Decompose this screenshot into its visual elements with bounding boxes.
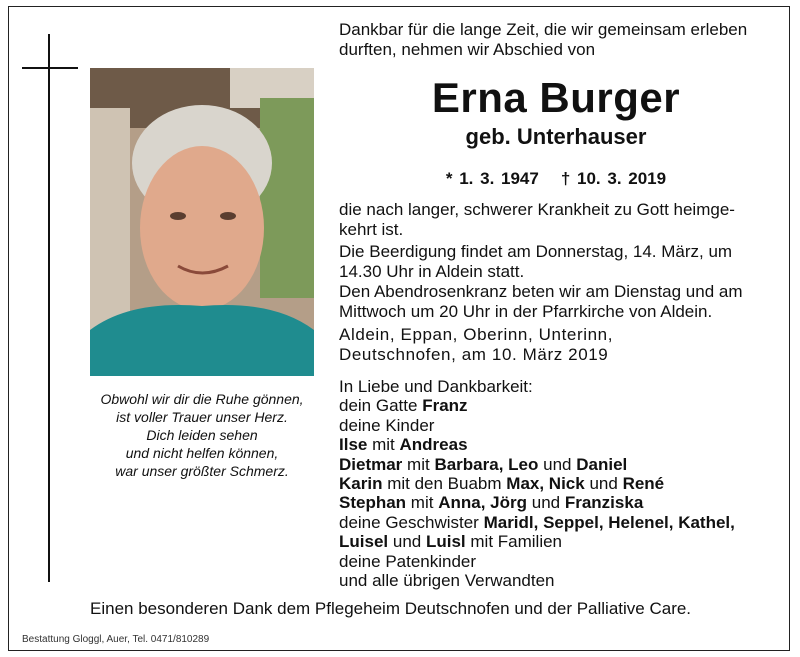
family-line: deine Patenkinder <box>339 551 477 571</box>
family-line: Karin mit den Buabm Max, Nick und René <box>339 474 665 494</box>
places-date <box>339 325 613 365</box>
family-list <box>339 377 735 590</box>
poem-line: war unser größter Schmerz. <box>115 463 289 479</box>
intro-text <box>339 20 747 60</box>
death-date: † 10. 3. 2019 <box>560 169 667 188</box>
funeral-home-footer: Bestattung Gloggl, Auer, Tel. 0471/810289 <box>22 634 210 645</box>
family-line: Luisel und Luisl mit Familien <box>339 532 562 552</box>
text-line: Deutschnofen, am 10. März 2019 <box>339 345 609 364</box>
text-line: Mittwoch um 20 Uhr in der Pfarrkirche von Aldein. <box>339 302 713 321</box>
poem-line: und nicht helfen können, <box>125 445 279 461</box>
family-line: und alle übrigen Verwandten <box>339 571 555 591</box>
poem-line: Obwohl wir dir die Ruhe gönnen, <box>100 391 304 407</box>
text-line: Den Abendrosenkranz beten wir am Dienstag und am <box>339 282 743 301</box>
text-line: kehrt ist. <box>339 220 404 239</box>
text-line: Die Beerdigung findet am Donnerstag, 14. März, um <box>339 242 733 261</box>
intro-line: durften, nehmen wir Abschied von <box>339 40 596 59</box>
family-line: deine Kinder <box>339 415 435 435</box>
family-line: Stephan mit Anna, Jörg und Franziska <box>339 493 644 513</box>
life-dates <box>339 168 773 190</box>
death-notice <box>339 200 735 240</box>
family-line: Ilse mit Andreas <box>339 435 468 455</box>
portrait-photo <box>90 68 314 376</box>
maiden-name: geb. Unterhauser <box>465 124 647 149</box>
memorial-poem <box>84 390 320 480</box>
poem-line: Dich leiden sehen <box>146 427 258 443</box>
text-line: die nach langer, schwerer Krankheit zu Gott heimge- <box>339 200 735 219</box>
deceased-name: Erna Burger <box>431 74 681 121</box>
family-line: deine Geschwister Maridl, Seppel, Helenel, Kathel, <box>339 512 735 532</box>
family-line: Dietmar mit Barbara, Leo und Daniel <box>339 454 628 474</box>
family-heading: In Liebe und Dankbarkeit: <box>339 377 533 396</box>
intro-line: Dankbar für die lange Zeit, die wir gemeinsam erleben <box>339 20 748 39</box>
funeral-notice <box>339 242 743 322</box>
thanks-note: Einen besonderen Dank dem Pflegeheim Deutschnofen und der Palliative Care. <box>90 599 692 618</box>
text-line: Aldein, Eppan, Oberinn, Unterinn, <box>339 325 614 344</box>
birth-date: * 1. 3. 1947 <box>445 169 539 188</box>
poem-line: ist voller Trauer unser Herz. <box>116 409 288 425</box>
family-line: dein Gatte Franz <box>339 396 468 416</box>
text-line: 14.30 Uhr in Aldein statt. <box>339 262 525 281</box>
